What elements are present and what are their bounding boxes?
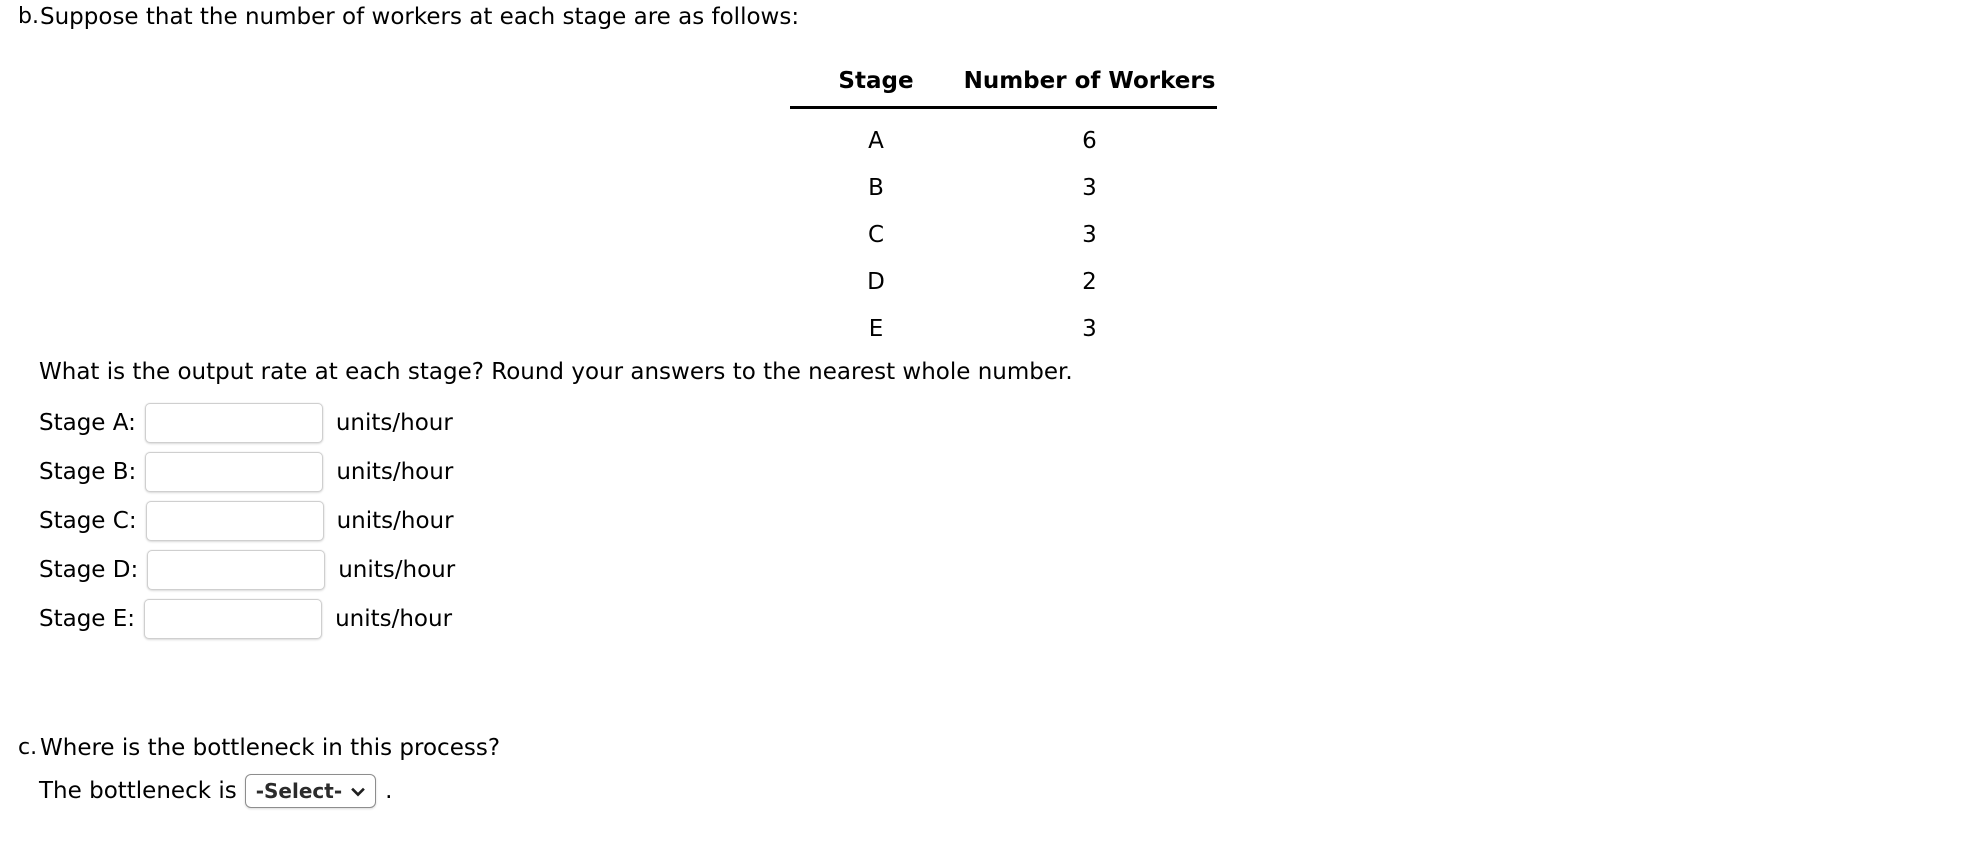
part-b-marker: b. xyxy=(18,4,39,29)
column-header-workers: Number of Workers xyxy=(962,68,1217,108)
stage-b-input[interactable] xyxy=(145,452,323,492)
stage-row-c xyxy=(39,496,455,545)
stage-b-label: Stage B: xyxy=(39,458,137,485)
table-row xyxy=(790,254,1217,301)
stage-c-label: Stage C: xyxy=(39,507,137,534)
part-c-marker: c. xyxy=(18,735,38,760)
table-header-row xyxy=(790,68,1217,108)
stage-input-list xyxy=(39,398,455,643)
stage-d-input[interactable] xyxy=(147,550,325,590)
cell-stage: E xyxy=(868,316,884,342)
stage-row-b xyxy=(39,447,455,496)
stage-d-units: units/hour xyxy=(338,556,456,583)
stage-e-label: Stage E: xyxy=(39,605,136,632)
stage-e-units: units/hour xyxy=(335,605,453,632)
bottleneck-sentence-prefix: The bottleneck is xyxy=(39,778,237,804)
part-b-row xyxy=(18,2,1918,32)
bottleneck-select[interactable] xyxy=(245,774,376,808)
part-c-text: Where is the bottleneck in this process? xyxy=(40,735,501,761)
cell-stage: D xyxy=(867,269,885,295)
cell-stage: B xyxy=(868,175,884,201)
stage-c-input[interactable] xyxy=(146,501,324,541)
workers-table-head xyxy=(790,68,1217,108)
stage-b-units: units/hour xyxy=(336,458,454,485)
cell-stage: C xyxy=(867,222,885,248)
cell-workers: 2 xyxy=(1082,269,1097,295)
stage-row-d xyxy=(39,545,455,594)
table-row xyxy=(790,108,1217,161)
stage-a-input[interactable] xyxy=(145,403,323,443)
part-c-row xyxy=(18,733,1018,763)
stage-a-units: units/hour xyxy=(335,409,453,436)
workers-table xyxy=(790,68,1217,348)
cell-workers: 3 xyxy=(1082,175,1097,201)
stage-e-input[interactable] xyxy=(144,599,322,639)
workers-table-body xyxy=(790,108,1217,349)
bottleneck-period: . xyxy=(385,778,393,804)
cell-workers: 3 xyxy=(1082,316,1097,342)
table-row xyxy=(790,160,1217,207)
part-b-prompt xyxy=(18,2,1918,32)
table-row xyxy=(790,301,1217,348)
cell-stage: A xyxy=(868,128,884,154)
stage-row-e xyxy=(39,594,455,643)
stage-a-label: Stage A: xyxy=(39,409,136,436)
cell-workers: 3 xyxy=(1082,222,1097,248)
stage-c-units: units/hour xyxy=(336,507,454,534)
chevron-down-icon xyxy=(351,784,365,798)
part-c-prompt xyxy=(18,733,1018,763)
table-row xyxy=(790,207,1217,254)
output-rate-question: What is the output rate at each stage? Round your answers to the nearest whole number. xyxy=(39,359,1073,385)
part-b-text: Suppose that the number of workers at each stage are as follows: xyxy=(40,4,800,30)
column-header-stage: Stage xyxy=(790,68,962,108)
stage-d-label: Stage D: xyxy=(39,556,139,583)
workers-table-container xyxy=(790,68,1217,348)
cell-workers: 6 xyxy=(1082,128,1097,154)
stage-row-a xyxy=(39,398,455,447)
bottleneck-answer-line xyxy=(39,774,392,808)
bottleneck-select-value: -Select- xyxy=(255,779,343,803)
